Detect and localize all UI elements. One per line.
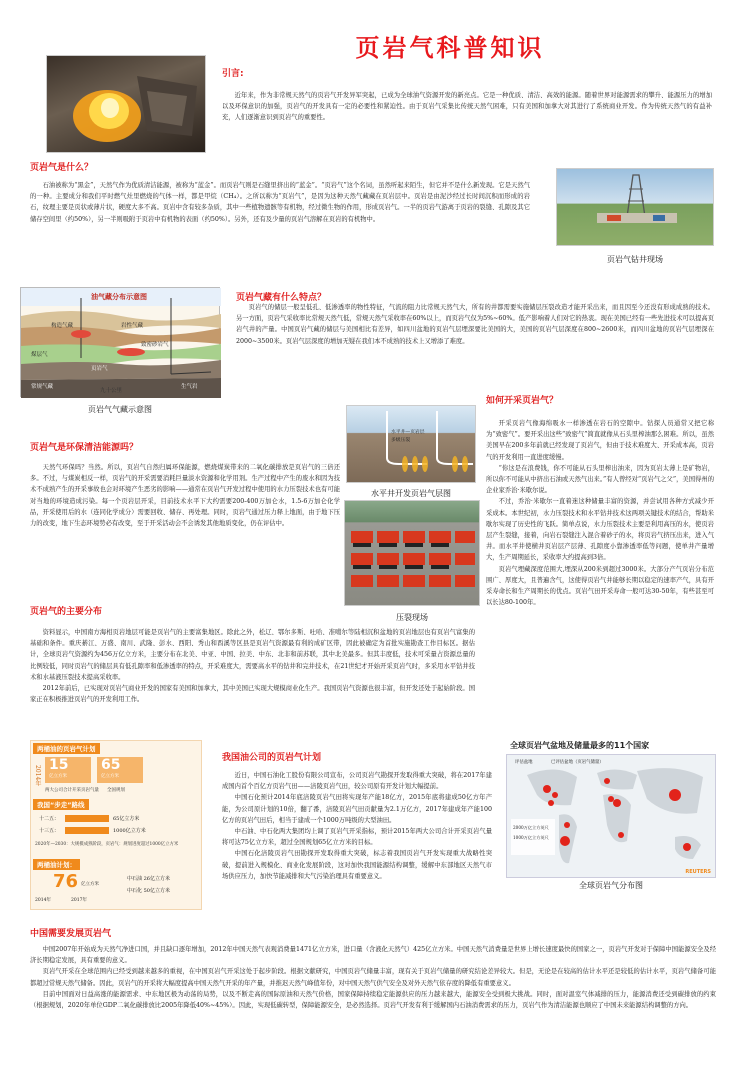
stat-1-tile bbox=[45, 757, 91, 783]
well-label: 多级压裂 bbox=[391, 438, 411, 443]
what-text bbox=[30, 180, 530, 225]
need-paragraph-2: 页岩气开采在全球范围内已经受到越来越多的重视，在中国页岩气开采这处于起步阶段。根据文献研究，中国页岩气储量丰富，现有关于页岩气储量的研究结论差异较大。但是，无论是在较高的估计水平还是较低的估计水平，页岩气储备可能都超过常规天然气储备。因此，页岩气的开采将大幅度提高中国天然气开采的年产量，并推迟天然气峰值年份，对中国天然气供气安全及对外天然气依存度的降低有重要意义。 bbox=[30, 968, 716, 987]
map-legend-1: 评估盆地 bbox=[515, 760, 533, 765]
intro-heading: 引言: bbox=[222, 69, 244, 79]
how-text bbox=[486, 418, 714, 608]
plan-sub-1: 中石油 26亿立方米 bbox=[127, 876, 170, 882]
plan-row-2-label: 十三五： bbox=[39, 828, 60, 834]
plan-row-2-value: 1000亿立方米 bbox=[113, 828, 146, 834]
drilling-caption: 页岩气钻井现场 bbox=[607, 255, 663, 264]
distribution-paragraph-2: 2012年前后，已实现对页岩气商业开发的国家有美国和加拿大，其中美国已实现大规模商业化生产。我国页岩气资源也很丰富，但开发还处于起始阶段。国家正在积极推进页岩气的开发利用工作。 bbox=[30, 685, 475, 704]
how-paragraph-3: 不过，乔治·米歇尔一直着迷这种储量丰富的资源，并尝试用各种方式减少开采成本。本世纪初，水力压裂技术和水平钻井技术这两项关键技术的结合，帮助米歇尔实现了历史性的飞跃。简单点说，水力压裂技术主要是利用高压的水，使页岩层产生裂缝，接着，向岩石裂缝注入混合着砂子的水，将页岩气挤压出来，进入气井。而水平井使横井页岩层产层薄、孔隙度小靠渗透率低等问题，使单井产量增大，生产周期延长，采收率大约提高到3倍。 bbox=[486, 498, 714, 562]
page-title: 页岩气科普知识 bbox=[355, 34, 545, 62]
intro-paragraph: 近年来，作为非常规天然气的页岩气开发异军突起，已成为全球油气资源开发的新亮点。它是一种优质、清洁、高效的能源。随着世界对能源需求的攀升、能源压力的增加以及环保意识的加强，页岩气的开发具有一定的必要性和紧迫性。由于页岩气采集比传统天然气困难，只有美国和加拿大对其进行了系统商业开发。作为传统天然气的有益补充，人们逐渐意识到页岩气的重要性。 bbox=[222, 92, 712, 122]
plan-row-2-bar bbox=[65, 827, 109, 834]
plan-head-2: 我国“步走”路线 bbox=[33, 799, 89, 810]
well-caption: 水平井开发页岩气层图 bbox=[371, 489, 451, 498]
intro-text bbox=[222, 90, 712, 124]
diagram-label: 岩性气藏 bbox=[121, 323, 144, 329]
cnpc-paragraph-1: 近日，中国石油化工股份有限公司宣布，公司页岩气勘探开发取得重大突破，将在2017年建成国内首个百亿方页岩气田——涪陵页岩气田，较公司原有开发计划大幅提前。 bbox=[222, 772, 492, 791]
plan-big-unit: 亿立方米 bbox=[81, 882, 99, 887]
stat-2-value: 65 bbox=[101, 757, 121, 773]
plan-note: 2020年—2030：大规模成熟阶段，页岩气：规划进度超过1000亿立方米 bbox=[35, 842, 179, 847]
distribution-paragraph-1: 资料显示，中国南方海相页岩地层可能是页岩气的主要富集地区。除此之外，松辽、鄂尔多斯、吐哈、准噶尔等陆相沉积盆地的页岩地层也有页岩气富集的基础和条件。重庆綦江、万盛、南川、武隆、彭水、西阳、秀山和酉溪等区县是页岩气资源最有利的成矿区带，因此被确定为首批实施勘查工作目标区。据估计，全球页岩气资源约为456万亿立方米，主要分布在北美、中亚、中国、拉美、中东、北非和前苏联，其中北美最多。但其丰度低，技术可采量占资源总量的比例较低，同时页岩气的储层具有低孔隙率和低渗透率的特点，开采难度大，需要高水平的钻井和完井技术，在21世纪才开始开采页岩气时，多采用水平钻井技术和水基液压裂技术提高采收率。 bbox=[30, 629, 475, 681]
plan-infographic bbox=[30, 740, 202, 910]
plan-big-value: 76 bbox=[53, 871, 79, 892]
features-text bbox=[236, 302, 714, 347]
features-paragraph: 页岩气的储层一般呈低孔、低渗透率的物性特征，气流的阻力比常规天然气大，所有的井都需要实施储层压裂改造才能开采出来，而且因至今还没有形成成熟的技术。另一方面，页岩气采收率比常规天然气低，常规天然气采收率在60%以上，而页岩气仅为5%~60%。低产影响着人们对它的热衷。现在美国已经有一些先进技术可以提高页岩气井的产量。中国页岩气藏的储层与美国相比有差异，如四川盆地的页岩气层埋深要比美国的大，美国的页岩气层深度在800~2600米，而四川盆地的页岩气层埋深在2000~3500米。页岩气层深度的增加无疑在我们本不成熟的技术上又增添了难度。 bbox=[236, 304, 714, 345]
plan-sub-2: 中石化 50亿立方米 bbox=[127, 888, 170, 894]
map-caption: 全球页岩气分布图 bbox=[579, 881, 643, 890]
cnpc-heading: 我国油公司的页岩气计划 bbox=[222, 753, 322, 763]
clean-paragraph: 天然气环保吗？当然。所以，页岩气自然归属环保能源，燃烧煤炭带来的二氧化碳排放是页岩气的三倍还多。不过，与煤炭相反一样，页岩气的开采需要消耗巨量淡水资源和化学用剂。生产过程中产生的废水和因为技术不成熟产生的开采事故也会对环境产生恶劣的影响——通常在页岩气开发过程中使用的水力压裂技术也有可能对当地的环境造成污染。每一个页岩层开采，目前技术水平下大约需要200-400万加仑水，1.5-6万加仑化学品，开采使用后的水（连同化学成分）需要回收、储存、再处理。同时，页岩气通过压力释上地面，由于地下压力的改变，地下生态环境势必有改变，至于开采活动会不会诱发其他地质变化，仍在评估中。 bbox=[30, 464, 340, 528]
diagram-label: 致密砂岩气 bbox=[141, 342, 169, 348]
map-title: 全球页岩气盆地及储量最多的11个国家 bbox=[510, 741, 650, 750]
shale-flame-photo bbox=[46, 55, 206, 153]
map-legend-3: 2000万亿立方英尺 bbox=[513, 825, 549, 830]
cnpc-paragraph-2: 中国石化预计2014年底涪陵页岩气田将实现年产能18亿方，2015年底将建成50亿方年产能，为公司原计划的10倍，翻了番，涪陵页岩气田贡献量为2.1万亿方，2017年建成年产能100亿方的页岩气田后，相当于建成一个1000万吨级的大型油田。 bbox=[222, 794, 492, 824]
drilling-site-photo bbox=[556, 168, 714, 246]
how-heading: 如何开采页岩气？ bbox=[486, 396, 559, 406]
well-label: 水平井—页岩层 bbox=[391, 430, 425, 435]
plan-head-1: 两桶油的页岩气计划 bbox=[33, 743, 100, 754]
cnpc-paragraph-3: 中石油、中石化两大集团均上调了页岩气开采指标，预计2015年两大公司合计开采页岩气量将可达75亿立方米，超过全国规划65亿立方米的目标。 bbox=[222, 828, 492, 847]
what-heading: 页岩气是什么？ bbox=[30, 163, 94, 173]
diagram-label: 生气岩 bbox=[181, 384, 198, 390]
cnpc-paragraph-4: 中国石化涪陵页岩气田勘探开发取得重大突破，标志着我国页岩气开发实现重大战略性突破，提前进入规模化、商业化发展阶段，这对加快我国能源结构调整，缓解中东部地区天然气市场供应压力，加快节能减排和大气污染治理具有重要意义。 bbox=[222, 850, 492, 880]
what-paragraph: 石油被称为“黑金”，天然气作为优质清洁能源，被称为“蓝金”。而页岩气则是石缝里挤出的“蓝金”。“页岩气”这个名词，虽然听起来陌生，但它并不是什么新发现。它是天然气的一种。主要成分和我们平时燃气灶里燃烧的气体一样，都是甲烷（CH₄）。之所以称为“页岩气”，是因为这种天然气藏藏在页岩层中。页岩是由泥沙经过长时间沉积而形成的岩石，纹理主要是页状或薄片状，硬度大多不高。页岩中含有较多杂质，其中一些植物遗骸等有机物，经过微生物的作用，形成页岩气。一半的页岩气游离于页岩的裂缝、孔隙及其它储存空间里（约50%），另一半则吸附于页岩中有机物的表面（约50%）。另外，还有及少量的页岩气溶解在页岩的有机物中。 bbox=[30, 182, 530, 223]
diagram-caption: 页岩气气藏示意图 bbox=[88, 405, 152, 414]
need-heading: 中国需要发展页岩气 bbox=[30, 929, 112, 939]
stat-1-unit: 亿立方米 bbox=[49, 774, 67, 779]
diagram-scale: 九十公里 bbox=[100, 388, 123, 394]
diagram-label: 常规气藏 bbox=[31, 384, 54, 390]
clean-heading: 页岩气是环保清洁能源吗？ bbox=[30, 443, 139, 453]
fracturing-site-photo bbox=[344, 500, 480, 606]
stat-1-label: 两大公司合计开采页岩气量 bbox=[45, 788, 99, 793]
cnpc-text bbox=[222, 770, 492, 882]
diagram-label: 页岩气 bbox=[91, 366, 108, 372]
need-paragraph-3: 目前中国面对日益高涨的能源需求、中东地区极为动荡的局势，以及不断走高的国际原油和天然气价格，国家保障持续稳定能源供应的压力越来越大，能源安全受到极大挑战。同时，面对温室气体减排的压力，能源消费还受到碳排放的约束（根据规划，2020年单位GDP二氧化碳排放比2005年降低40%~45%）。因此，实现低碳转型，保障能源安全，是必然选择。页岩气开发有利于缓解国内石油消费需求的压力，页岩气作为清洁能源也顺应了中国未来能源结构调整的方向。 bbox=[30, 990, 716, 1010]
plan-row-1-value: 65亿立方米 bbox=[113, 816, 140, 822]
stat-1-value: 15 bbox=[49, 757, 69, 773]
fracturing-caption: 压裂现场 bbox=[396, 613, 428, 622]
reservoir-diagram bbox=[20, 287, 220, 397]
map-legend-4: 1000万亿立方英尺 bbox=[513, 835, 549, 840]
stat-2-tile bbox=[97, 757, 143, 783]
features-heading: 页岩气藏有什么特点？ bbox=[236, 293, 327, 303]
diagram-label: 构造气藏 bbox=[51, 323, 74, 329]
distribution-text bbox=[30, 627, 475, 705]
plan-year-2: 2017年 bbox=[71, 898, 87, 903]
plan-row-1-bar bbox=[65, 815, 109, 822]
plan-row-1-label: 十二五： bbox=[39, 816, 60, 822]
how-paragraph-1: 开采页岩气像海绵吸水一样渗透在岩石的空隙中。钻探人员通常又把它称为“致密气”。要开采出这些“致密气”简直就像从石头里榨油那么困难。所以，虽然美国早在200多年前就已经发现了页岩气，但由于技术难度大、开采成本高，页岩气的开发利用一直进度缓慢。 bbox=[486, 420, 714, 461]
map-legend-2: 已评估盆地（页岩气储量） bbox=[551, 760, 604, 765]
world-shale-map bbox=[506, 754, 716, 878]
diagram-label: 煤层气 bbox=[31, 352, 48, 358]
clean-text bbox=[30, 462, 340, 529]
horizontal-well-diagram bbox=[346, 405, 476, 483]
plan-year-1: 2014年 bbox=[35, 898, 51, 903]
plan-head-3: 两桶油计划： bbox=[33, 859, 80, 870]
diagram-title: 油气藏分布示意图 bbox=[91, 293, 147, 301]
plan-year: 2014年 bbox=[34, 765, 41, 787]
stat-2-unit: 亿立方米 bbox=[101, 774, 119, 779]
need-text bbox=[30, 944, 716, 1011]
map-source: REUTERS bbox=[685, 869, 711, 875]
how-paragraph-2: “你这是在浪费钱，你不可能从石头里榨出油来，因为页岩太薄上是矿物岩，所以你不可能从中挤出石油或天然气出来。”有人曾经对“页岩气之父”，美国得州的企业家乔治·米歇尔说。 bbox=[486, 464, 714, 495]
how-paragraph-4: 页岩气埋藏深度范围大,埋深从200米到超过3000米。大部分产气页岩分布范围广、厚度大，且普遍含气，这使得页岩气井能够长期以稳定的速率产气，具有开采寿命长和生产周期长的优点。页岩气田开采寿命一般可达30-50年，有些甚至可以长达80-100年。 bbox=[486, 565, 714, 607]
stat-2-label: 全国规划 bbox=[107, 788, 125, 793]
need-paragraph-1: 中国2007年开始成为天然气净进口国，并且缺口逐年增加，2012年中国天然气表观消费量1471亿立方米，进口量（含液化天然气）425亿立方米。中国天然气消费量是世界上增长速度最快的国家之一，页岩气开发对于保障中国能源安全及经济长期稳定发展，具有重要的意义。 bbox=[30, 946, 716, 965]
distribution-heading: 页岩气的主要分布 bbox=[30, 607, 103, 617]
